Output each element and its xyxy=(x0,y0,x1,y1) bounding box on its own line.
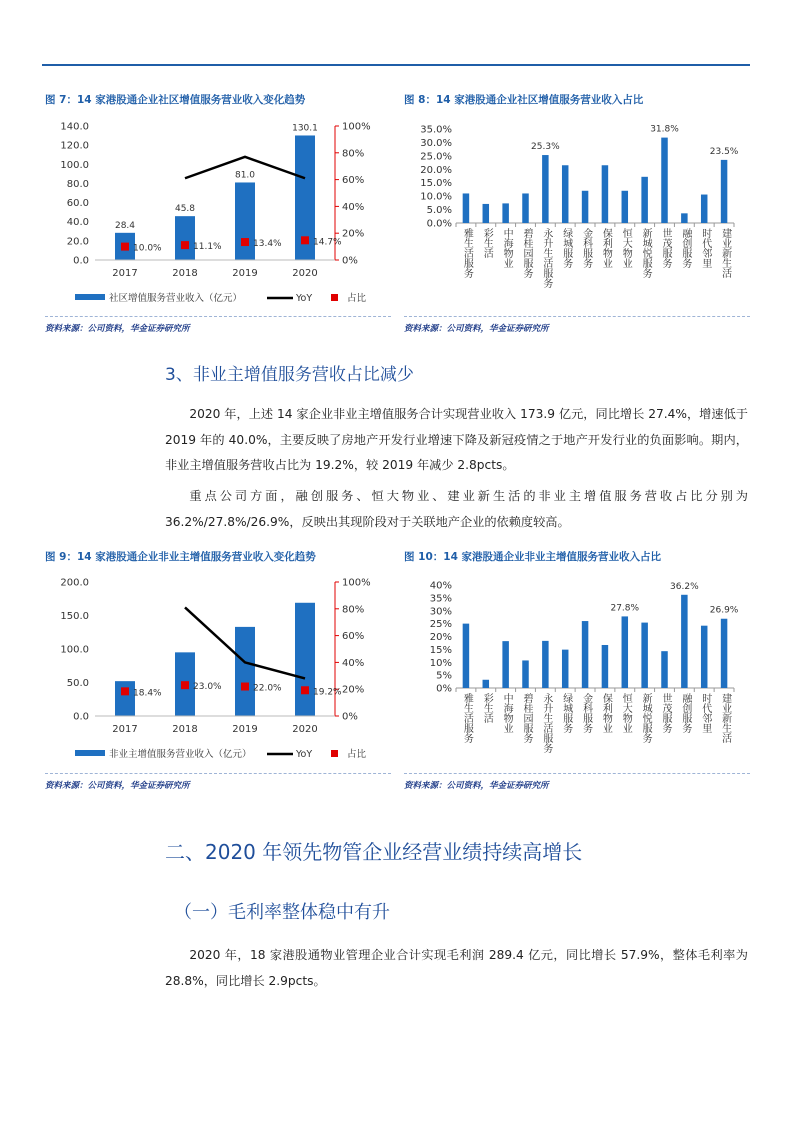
bar-金科服务 xyxy=(582,191,589,223)
y-tick-label: 20.0 xyxy=(66,236,89,248)
y-tick-label: 0.0% xyxy=(426,218,452,230)
x-tick-label: 保利物业 xyxy=(602,229,613,270)
bar-世茂服务 xyxy=(661,651,668,688)
bar-2017 xyxy=(115,681,135,716)
x-tick-label: 建业新生活 xyxy=(722,229,733,280)
x-tick-label: 雅生活服务 xyxy=(463,229,474,280)
bar-碧桂园服务 xyxy=(522,193,529,223)
share-marker-2019 xyxy=(241,683,249,691)
chapter-2-heading: 二、2020 年领先物管企业经营业绩持续高增长 xyxy=(165,840,583,864)
y-tick-label: 140.0 xyxy=(60,121,89,133)
x-tick-label: 碧桂园服务 xyxy=(523,229,534,280)
section-3-paragraph-2: 重点公司方面，融创服务、恒大物业、建业新生活的非业主增值服务营收占比分别为 36.2%/27.8%/26.9%，反映出其现阶段对于关联地产企业的依赖度较高。 xyxy=(165,489,748,529)
x-tick-label: 时代邻里 xyxy=(702,694,713,735)
bar-雅生活服务 xyxy=(463,624,470,688)
x-tick-label: 2017 xyxy=(112,724,138,735)
legend-bar-swatch xyxy=(75,750,105,756)
x-tick-label: 彩生活 xyxy=(483,229,494,260)
section-3-paragraph-1: 2020 年，上述 14 家企业非业主增值服务合计实现营业收入 173.9 亿元，同比增长 27.4%，增速低于 2019 年的 40.0%，主要反映了房地产开发行业增速下降及新冠疫情之于地产开发行业的负面影响。期内，非业主增值服务营收占比为 19.2%，较 2019 年减少 2.8pcts。 xyxy=(165,407,748,472)
y-tick-label: 15% xyxy=(429,644,452,656)
bar-2018 xyxy=(175,216,195,260)
figure-7-divider xyxy=(45,316,391,317)
y2-tick-label: 60% xyxy=(342,631,365,643)
share-marker-2017 xyxy=(121,243,129,251)
legend-line-label: YoY xyxy=(296,293,313,304)
y2-tick-label: 20% xyxy=(342,228,365,240)
share-marker-2019 xyxy=(241,238,249,246)
y-tick-label: 5% xyxy=(436,670,452,682)
y-tick-label: 60.0 xyxy=(66,198,89,210)
bar-保利物业 xyxy=(602,645,609,688)
bar-建业新生活 xyxy=(721,160,728,223)
y-tick-label: 150.0 xyxy=(60,611,89,622)
share-marker-2020 xyxy=(301,686,309,694)
x-tick-label: 建业新生活 xyxy=(722,694,733,745)
bar-value-label: 31.8% xyxy=(650,124,679,135)
y2-tick-label: 100% xyxy=(342,121,371,133)
y-tick-label: 20% xyxy=(429,632,452,643)
y2-tick-label: 100% xyxy=(342,577,371,589)
y2-tick-label: 0% xyxy=(342,711,358,723)
bar-中海物业 xyxy=(502,641,509,688)
x-tick-label: 恒大物业 xyxy=(622,229,633,270)
fig9-svg xyxy=(45,568,391,768)
x-tick-label: 保利物业 xyxy=(602,694,613,735)
y-tick-label: 20.0% xyxy=(420,164,452,176)
x-tick-label: 2017 xyxy=(112,268,138,279)
y2-tick-label: 80% xyxy=(342,604,365,616)
y2-tick-label: 20% xyxy=(342,684,365,696)
y-tick-label: 5.0% xyxy=(426,205,452,217)
x-tick-label: 时代邻里 xyxy=(702,229,713,270)
y-tick-label: 200.0 xyxy=(60,577,89,589)
legend-bar-swatch xyxy=(75,294,105,300)
x-tick-label: 新城悦服务 xyxy=(642,229,653,280)
fig10-svg xyxy=(404,568,750,768)
x-tick-label: 新城悦服务 xyxy=(642,694,653,745)
y-tick-label: 0% xyxy=(436,683,452,695)
x-tick-label: 2018 xyxy=(172,724,198,735)
y-tick-label: 80.0 xyxy=(66,178,89,190)
x-tick-label: 2020 xyxy=(292,724,318,735)
share-marker-2020 xyxy=(301,236,309,244)
share-label: 19.2% xyxy=(313,687,342,698)
figure-9-divider xyxy=(45,773,391,774)
y2-tick-label: 40% xyxy=(342,657,365,669)
x-tick-label: 中海物业 xyxy=(503,694,514,735)
x-tick-label: 金科服务 xyxy=(583,229,594,270)
y-tick-label: 100.0 xyxy=(60,644,89,656)
subsection-1-heading: （一）毛利率整体稳中有升 xyxy=(174,902,390,923)
figure-10-source: 资料来源：公司资料，华金证券研究所 xyxy=(404,781,549,791)
x-tick-label: 金科服务 xyxy=(583,694,594,735)
subsection-1-paragraph: 2020 年，18 家港股通物业管理企业合计实现毛利润 289.4 亿元，同比增长 57.9%，整体毛利率为 28.8%，同比增长 2.9pcts。 xyxy=(165,948,748,988)
bar-彩生活 xyxy=(483,204,490,223)
share-marker-2018 xyxy=(181,241,189,249)
x-tick-label: 融创服务 xyxy=(682,229,693,270)
x-tick-label: 永升生活服务 xyxy=(543,694,554,755)
header-rule xyxy=(42,64,750,66)
legend-marker-label: 占比 xyxy=(347,749,367,760)
bar-value-label: 28.4 xyxy=(114,220,136,231)
bar-融创服务 xyxy=(681,213,688,223)
figure-7-source: 资料来源：公司资料，华金证券研究所 xyxy=(45,324,190,334)
bar-碧桂园服务 xyxy=(522,660,529,688)
y2-tick-label: 40% xyxy=(342,201,365,213)
legend-bar-label: 社区增值服务营业收入（亿元） xyxy=(109,293,243,304)
figure-10-chart xyxy=(404,568,750,768)
x-tick-label: 2018 xyxy=(172,268,198,279)
legend-marker-label: 占比 xyxy=(347,293,367,304)
share-marker-2018 xyxy=(181,681,189,689)
bar-时代邻里 xyxy=(701,195,708,223)
bar-金科服务 xyxy=(582,621,589,688)
y-tick-label: 25.0% xyxy=(420,151,452,163)
x-tick-label: 中海物业 xyxy=(503,229,514,270)
bar-时代邻里 xyxy=(701,626,708,688)
bar-value-label: 27.8% xyxy=(610,603,640,614)
bar-永升生活服务 xyxy=(542,155,549,223)
section-3-heading: 3、非业主增值服务营收占比减少 xyxy=(165,365,414,385)
figure-8-title: 图 8：14 家港股通企业社区增值服务营业收入占比 xyxy=(404,94,644,106)
figure-8-divider xyxy=(404,316,750,317)
x-tick-label: 恒大物业 xyxy=(622,694,633,735)
figure-10-title: 图 10：14 家港股通企业非业主增值服务营业收入占比 xyxy=(404,551,662,563)
x-tick-label: 彩生活 xyxy=(483,694,494,725)
share-label: 22.0% xyxy=(253,683,282,694)
bar-value-label: 130.1 xyxy=(292,123,318,134)
bar-2019 xyxy=(235,182,255,260)
figure-9-source: 资料来源：公司资料，华金证券研究所 xyxy=(45,781,190,791)
bar-融创服务 xyxy=(681,595,688,688)
figure-9-title: 图 9：14 家港股通企业非业主增值服务营业收入变化趋势 xyxy=(45,551,316,563)
bar-value-label: 25.3% xyxy=(531,142,560,153)
x-tick-label: 2019 xyxy=(232,268,258,279)
share-label: 18.4% xyxy=(133,688,162,699)
y-tick-label: 0.0 xyxy=(73,255,89,267)
share-label: 11.1% xyxy=(193,242,222,253)
x-tick-label: 永升生活服务 xyxy=(543,229,554,290)
legend-marker-swatch xyxy=(331,750,338,757)
share-label: 13.4% xyxy=(253,239,282,250)
fig8-svg xyxy=(404,112,750,312)
figure-7-chart xyxy=(45,112,391,312)
figure-8-source: 资料来源：公司资料，华金证券研究所 xyxy=(404,324,549,334)
bar-新城悦服务 xyxy=(641,177,648,223)
x-tick-label: 雅生活服务 xyxy=(463,694,474,745)
y-tick-label: 10.0% xyxy=(420,191,452,203)
bar-恒大物业 xyxy=(622,191,629,223)
y-tick-label: 15.0% xyxy=(420,178,452,190)
bar-绿城服务 xyxy=(562,650,569,688)
fig7-svg xyxy=(45,112,391,312)
y-tick-label: 120.0 xyxy=(60,140,89,152)
bar-2020 xyxy=(295,603,315,716)
legend-bar-label: 非业主增值服务营业收入（亿元） xyxy=(109,749,252,760)
share-label: 23.0% xyxy=(193,682,222,693)
figure-10-divider xyxy=(404,773,750,774)
y2-tick-label: 80% xyxy=(342,148,365,160)
share-label: 10.0% xyxy=(133,243,162,254)
y-tick-label: 40% xyxy=(429,580,452,592)
bar-value-label: 45.8 xyxy=(174,204,196,215)
y-tick-label: 50.0 xyxy=(66,678,89,689)
x-tick-label: 2019 xyxy=(232,724,258,735)
y-tick-label: 35% xyxy=(429,593,452,605)
y-tick-label: 10% xyxy=(429,657,452,669)
bar-雅生活服务 xyxy=(463,193,470,223)
y-tick-label: 25% xyxy=(429,619,452,631)
y-tick-label: 30% xyxy=(429,606,452,618)
figure-7-title: 图 7：14 家港股通企业社区增值服务营业收入变化趋势 xyxy=(45,94,306,106)
x-tick-label: 世茂服务 xyxy=(662,229,673,270)
y-tick-label: 0.0 xyxy=(73,711,89,723)
share-marker-2017 xyxy=(121,687,129,695)
legend-line-label: YoY xyxy=(296,749,313,760)
bar-恒大物业 xyxy=(622,616,629,688)
x-tick-label: 碧桂园服务 xyxy=(523,694,534,745)
bar-永升生活服务 xyxy=(542,641,549,688)
bar-中海物业 xyxy=(502,203,509,223)
bar-世茂服务 xyxy=(661,138,668,223)
bar-建业新生活 xyxy=(721,619,728,688)
bar-绿城服务 xyxy=(562,165,569,223)
legend-marker-swatch xyxy=(331,294,338,301)
figure-9-chart xyxy=(45,568,391,768)
bar-保利物业 xyxy=(602,165,609,223)
bar-value-label: 36.2% xyxy=(670,581,699,592)
x-tick-label: 2020 xyxy=(292,268,318,279)
bar-value-label: 26.9% xyxy=(709,605,739,616)
y-tick-label: 40.0 xyxy=(66,217,89,229)
y-tick-label: 35.0% xyxy=(420,124,452,136)
x-tick-label: 世茂服务 xyxy=(662,694,673,735)
x-tick-label: 绿城服务 xyxy=(563,229,574,270)
share-label: 14.7% xyxy=(313,237,342,248)
figure-8-chart xyxy=(404,112,750,312)
bar-value-label: 23.5% xyxy=(709,146,739,157)
bar-value-label: 81.0 xyxy=(234,170,256,181)
y-tick-label: 30.0% xyxy=(420,137,452,149)
bar-2019 xyxy=(235,627,255,716)
bar-新城悦服务 xyxy=(641,623,648,688)
y2-tick-label: 0% xyxy=(342,255,358,267)
x-tick-label: 绿城服务 xyxy=(563,694,574,735)
bar-彩生活 xyxy=(483,680,490,688)
y-tick-label: 100.0 xyxy=(60,159,89,171)
x-tick-label: 融创服务 xyxy=(682,694,693,735)
y2-tick-label: 60% xyxy=(342,175,365,187)
